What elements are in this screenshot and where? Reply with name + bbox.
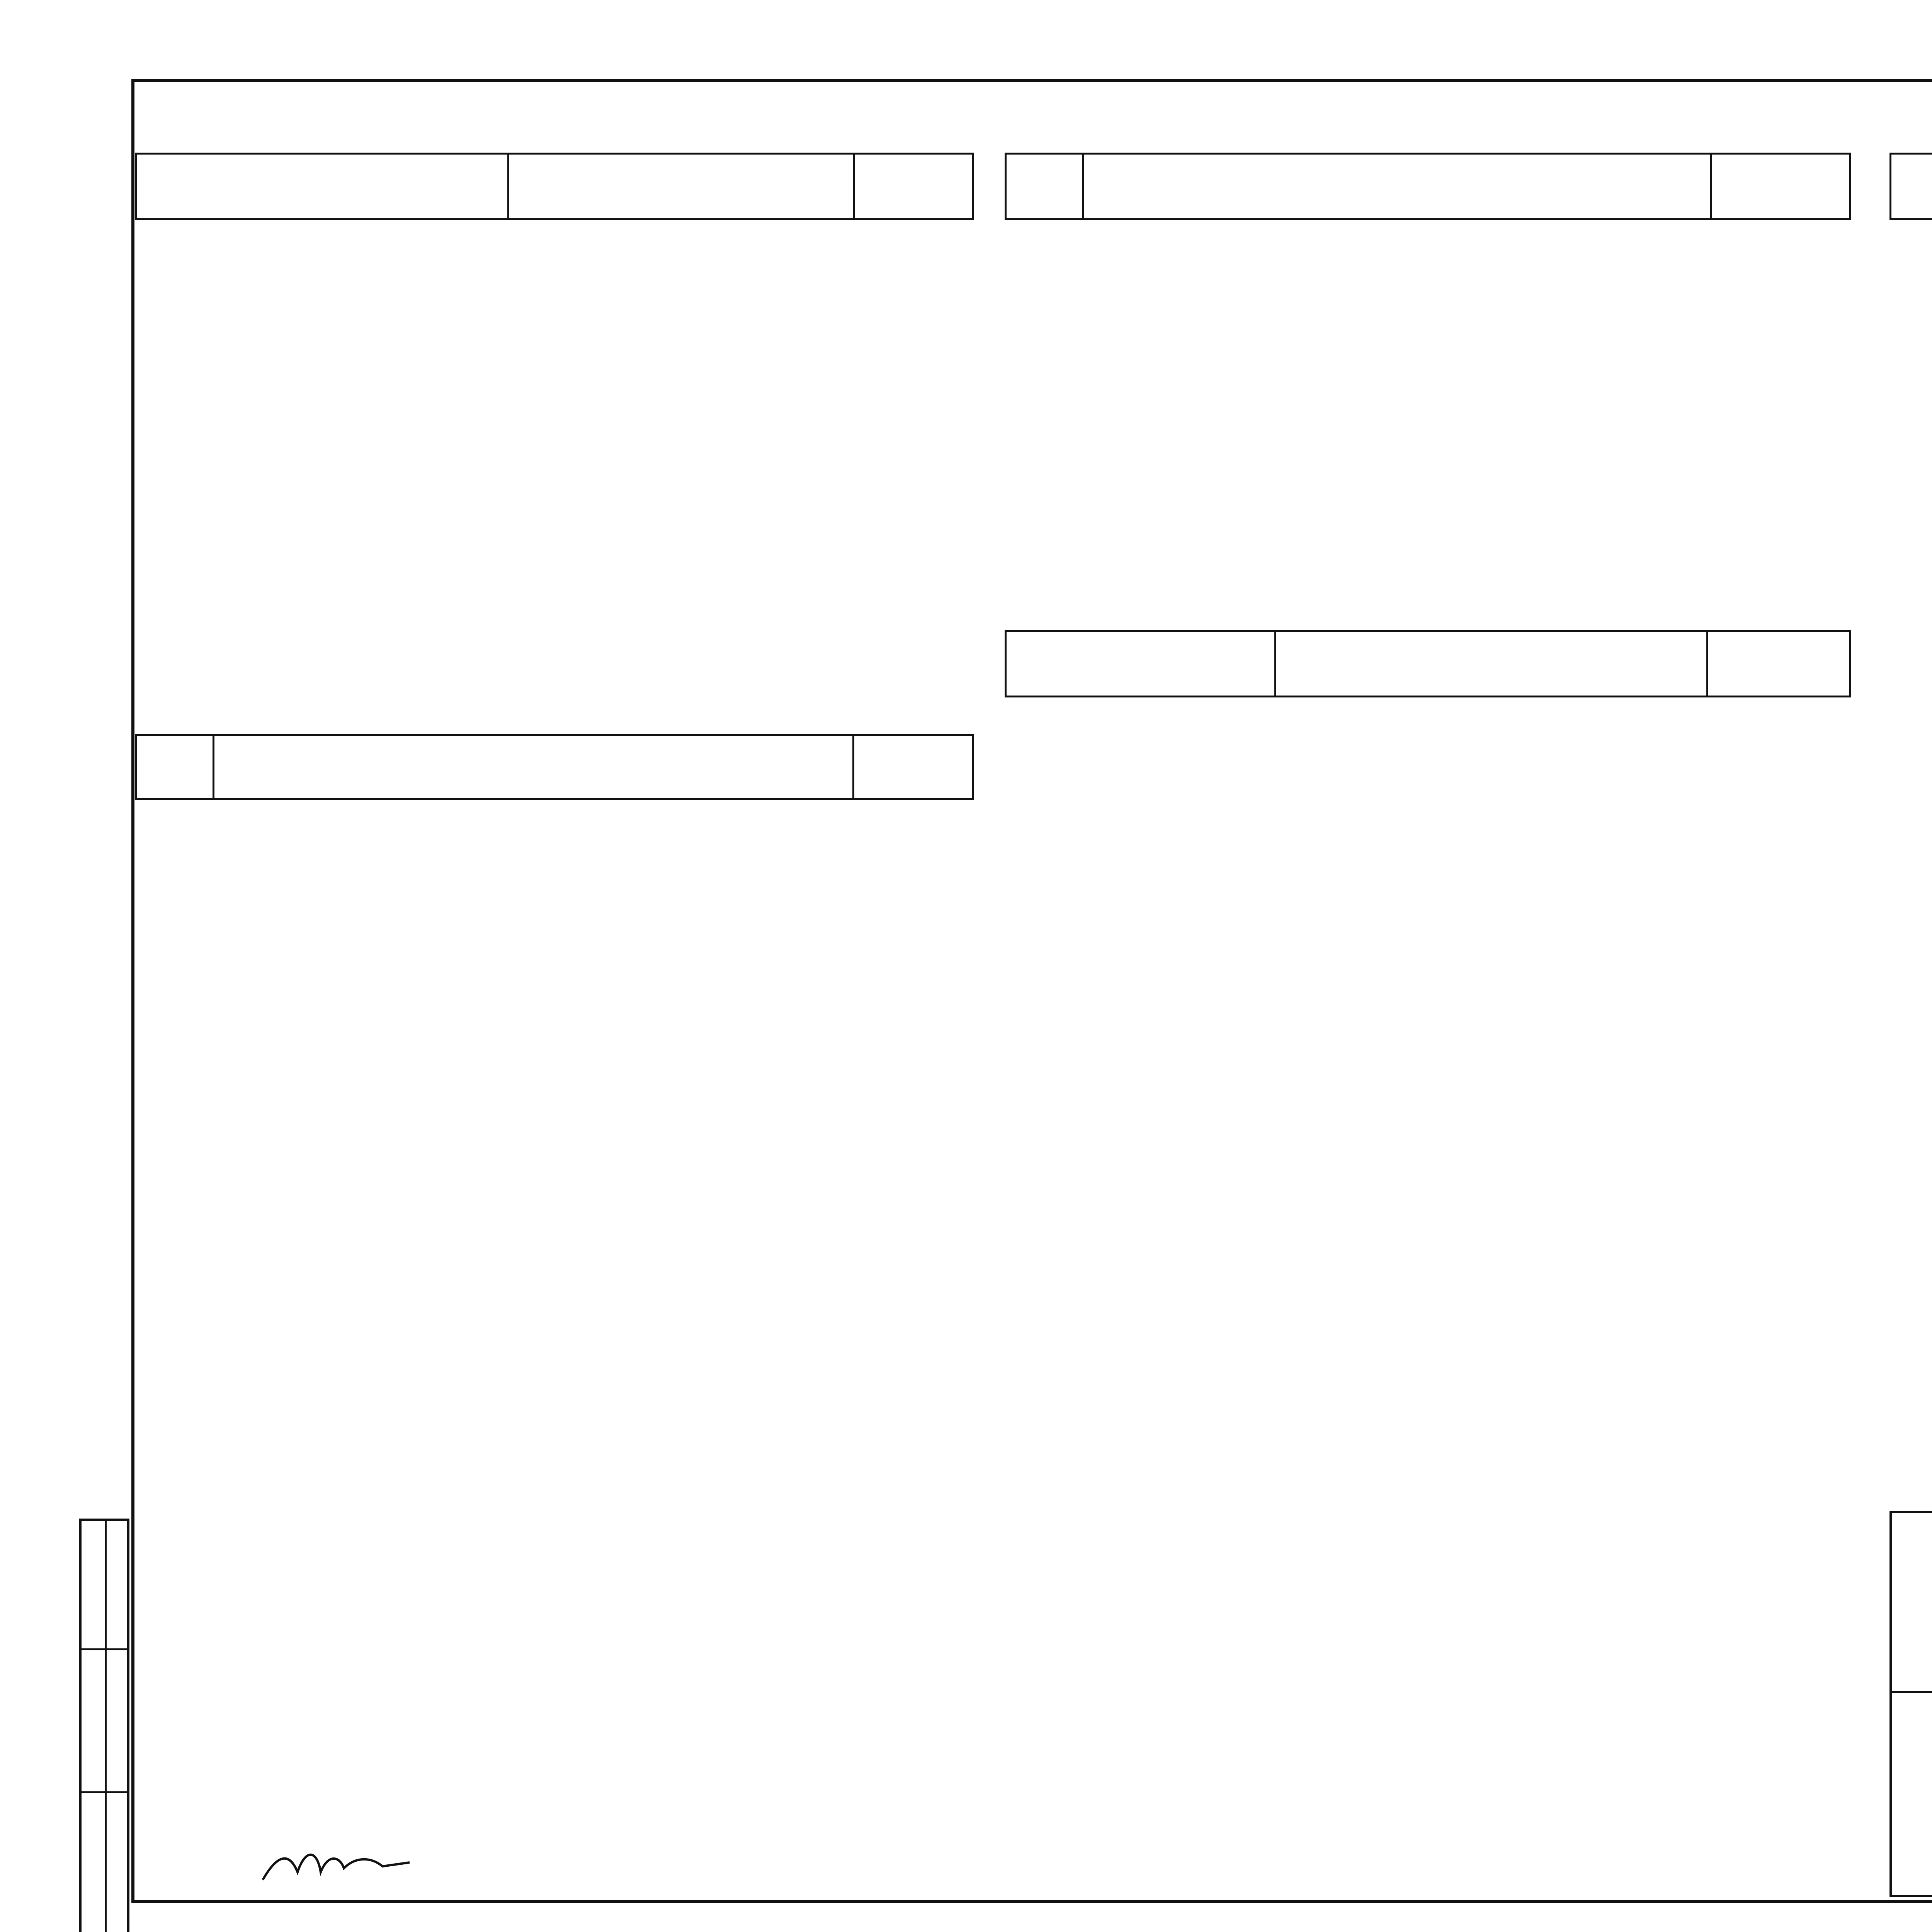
specs-table xyxy=(1005,153,1851,220)
col-note xyxy=(854,154,973,219)
outer-frame xyxy=(131,79,1932,1903)
references-table xyxy=(1005,630,1851,697)
side-stamp xyxy=(79,1519,129,1932)
col-name xyxy=(1276,631,1707,697)
signature-icon xyxy=(255,1845,417,1888)
working-drawings-table xyxy=(135,734,974,800)
col-designation xyxy=(136,154,509,219)
legend xyxy=(143,1546,954,1553)
col-designation xyxy=(1006,631,1276,697)
col-name xyxy=(213,735,853,799)
title-block xyxy=(1889,1511,1932,1897)
col-note xyxy=(853,735,973,799)
chief-engineer xyxy=(240,1845,935,1888)
col-sheet xyxy=(1006,154,1083,219)
col-designation xyxy=(1891,154,1932,219)
col-name xyxy=(509,154,854,219)
col-sheet xyxy=(136,735,214,799)
right-reference-table xyxy=(1889,153,1932,220)
col-name xyxy=(1083,154,1711,219)
col-note xyxy=(1711,154,1850,219)
col-note xyxy=(1707,631,1850,697)
basic-sets-table xyxy=(135,153,974,220)
